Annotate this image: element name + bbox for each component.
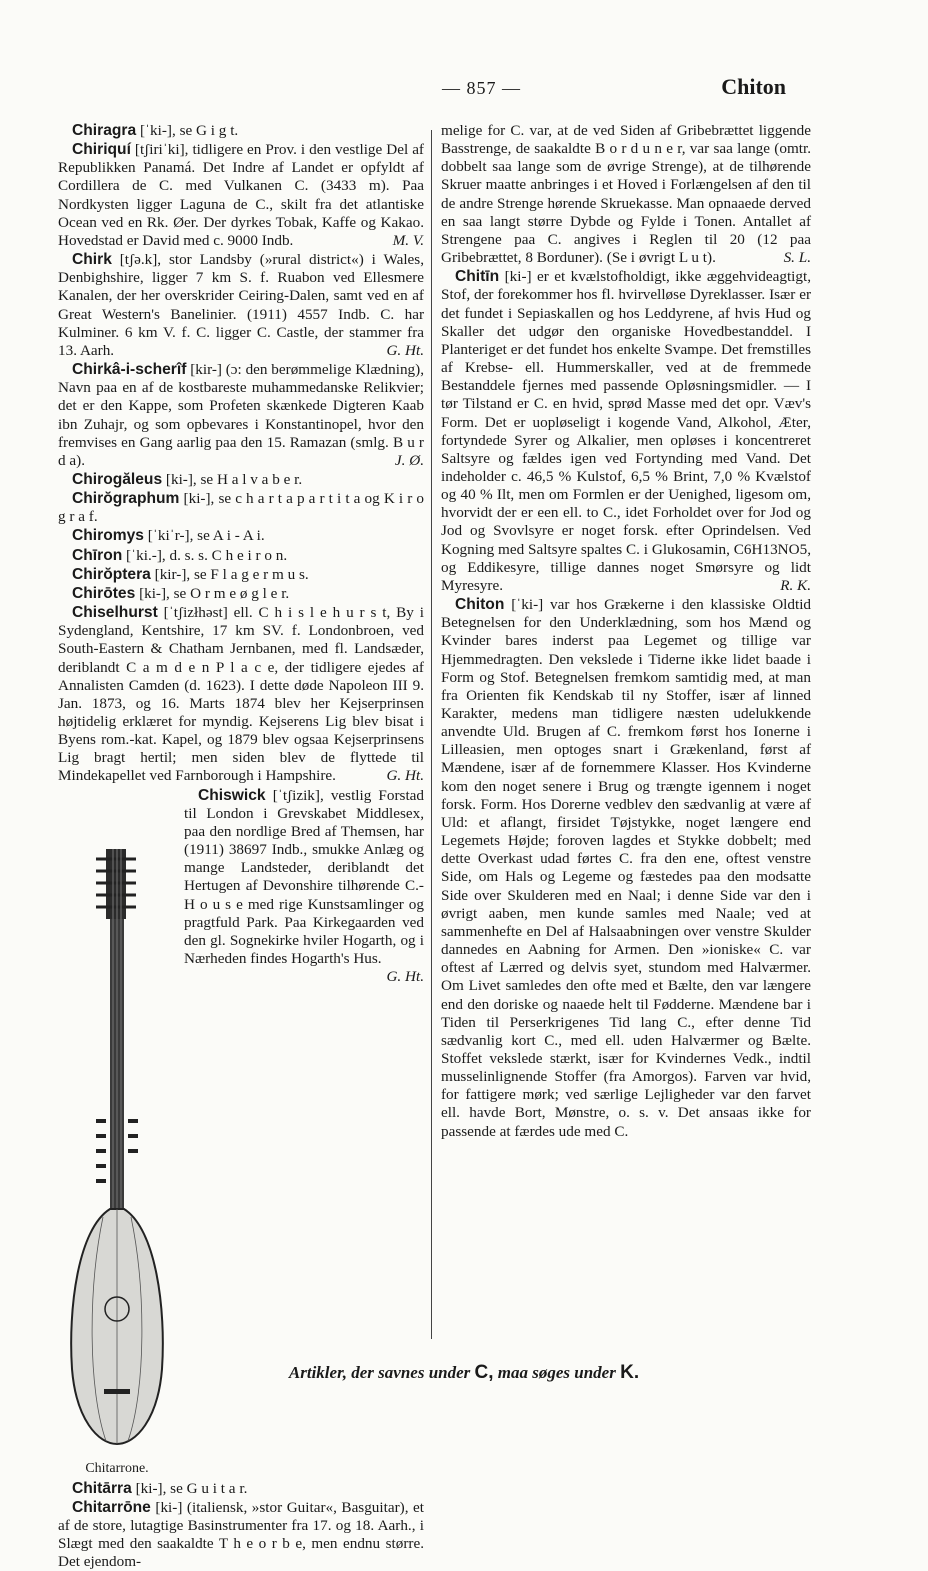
author-signature: S. L. — [783, 249, 811, 267]
entry-headword: Chiriquí — [72, 141, 131, 159]
running-head: Chiton — [721, 74, 786, 99]
right-column — [441, 122, 811, 1343]
entry-text: [kir-] (ɔ: den berømmelige Klædning), Navn paa en af de kostbareste muhammedanske Relikvier; det er den Kappe, som Profeten skænkede Digteren Kaab ibn Zuhajr, og som opbevares i Konstantinopel, hvor den fremvises en Gang aarlig paa den 15. Ramazan (smlg. B u r d a). — [58, 361, 424, 469]
footer-note — [0, 1362, 928, 1384]
page-number: — 857 — — [442, 78, 521, 98]
entry-headword: Chirŏptera — [72, 565, 151, 583]
entry-headword: Chirŏgraphum — [72, 490, 180, 508]
entry-headword: Chirogăleus — [72, 470, 163, 488]
author-signature: J. Ø. — [394, 451, 424, 469]
footer-text-1: Artikler, der savnes under — [288, 1363, 471, 1382]
entry-text: [kir-], se F l a g e r m u s. — [154, 565, 309, 583]
entry — [58, 251, 424, 360]
entry-text: [ˈkiˈr-], se A i - A i. — [147, 527, 265, 545]
entry — [58, 141, 424, 250]
entry-text: [ki-], se c h a r t a p a r t i t a og K i r o g r a f. — [58, 490, 425, 526]
footer-text-2: maa søges under — [497, 1363, 616, 1382]
author-signature: G. Ht. — [386, 767, 424, 785]
entry-headword: Chirk — [72, 251, 112, 269]
entry-headword: Chiselhurst — [72, 604, 158, 622]
entry-headword: Chiton — [455, 596, 505, 614]
entry-text: melige for C. var, at de ved Siden af Gribebrættet liggende Basstrenge, de saakaldte B o r d u n e r, var saa lange (omtr. dobbelt saa lange som de øvrige Strenge), at de tilhørende Skruer maatte anbringes i et Hoved i Forlængelsen af den til de andre Strenge hørende Skruekasse. Man opnaaede derved en saa langt større Dybde og Fylde i Tonen. Antallet af Strengene paa C. angives i Reglen til 20 (12 paa Gribebrættet, 8 Borduner). (Se i øvrigt L u t). — [441, 122, 811, 267]
entry-text: [tʃiriˈki], tidligere en Prov. i den vestlige Del af Republikken Panamá. Det Indre af Landet er opfyldt af Cordillera de C. med Vulkanen C. (3433 m). Paa Nordkysten ligger Laguna de C., skilt fra det atlantiske Ocean ved en Rk. Øer. Der dyrkes Tobak, Kaffe og Kakao. Hovedstad er David med c. 9000 Indb. — [58, 141, 424, 249]
bridge — [104, 1389, 130, 1394]
entry — [58, 604, 424, 786]
entry-text: [tʃə.k], stor Landsby (»rural district«) i Wales, Denbighshire, ligger 7 km S. f. Ruabon ved Ellesmere Kanalen, der her overskrider Ceiring-Dalen, samt ved en af Great Western's Banelinier. (1911) 4557 Indb. C. har Kulminer. 6 km V. f. C. ligger C. Castle, der stammer fra 13. Aarh. — [58, 251, 425, 359]
column-divider — [431, 130, 432, 1339]
entry — [58, 471, 424, 489]
chitarrone-illustration — [58, 789, 176, 1449]
entry-text: [ˈki.-], d. s. s. C h e i r o n. — [126, 546, 288, 564]
author-signature: G. Ht. — [386, 968, 424, 986]
entry-text: [ˈtʃizik], vestlig Forstad til London i Grevskabet Middlesex, paa den nordlige Bred af Themsen, har (1911) 38697 Indb., smukke Anlæg og mange Landsteder, deriblandt det Hertugen af Devonshire tilhørende C.-H o u s e med rige Kunstsamlinger og pragtfuld Park. Paa Kirkegaarden ved den gl. Sognekirke hviler Hogarth, og i Nærheden findes Hogarth's Hus. — [184, 786, 424, 968]
author-signature: M. V. — [392, 231, 424, 249]
entry-headword: Chirōtes — [72, 584, 136, 602]
entry — [58, 527, 424, 545]
entry-headword: Chiragra — [72, 122, 137, 139]
entry-text: [ˈtʃizłhəst] ell. C h i s l e h u r s t, By i Sydengland, Kentshire, 17 km SV. f. Londonbroen, ved South-Eastern & Chatham Jernbanen, med fl. Landsæder, deriblandt C a m d e n P l a c e, der tidligere ejedes af Annalisten Camden (d. 1623). I dette døde Napoleon III 9. Jan. 1873, og 16. Marts 1874 blev her Kejserprinsen højtidelig erklæret for myndig. Kejserens Lig blev bisat i Byens rom.-kat. Kapel, og 1879 blev ogsaa Kejserprinsens Lig bragt hertil; men siden blev de flyttede til Mindekapellet ved Farnborough i Hampshire. — [58, 604, 424, 785]
entry — [441, 122, 811, 267]
entry-text: [ki-] er et kvælstofholdigt, ikke æggehvideagtigt, Stof, der forekommer hos fl. hvirvelløse Dyreklasser. Især er det fundet i Sepiaskallen og hos Leddyrene, af hvis Hud og Skaller det udgør den organiske Hovedbestanddel. I Planteriget er det fundet hos enkelte Svampe. Det fremstilles af Krebse- ell. Hummerskaller, ved at de fremmede Bestanddele fjernes med passende Opløsningsmidler. — I tør Tilstand er C. en hvid, sprød Masse med det opr. Væv's Form. Det er uopløseligt i kogende Vand, Alkohol, Æter, fortyndede Syrer og Alkalier, men opløses i koncentreret Saltsyre og fældes igen ved Fortynding med Vand. Det indeholder c. 46,5 % Kulstof, 6,5 % Brint, 7,0 % Kvælstof og 40 % Ilt, men om Formlen er der Uenighed, ligesom om, hvorvidt der er een ell. to C., idet Forholdet over for Jod og Jod og Svovlsyre er noget forsk. efter Oprindelsen. Ved Kogning med Saltsyre spaltes C. i Glukosamin, C6H13NO5, og Eddikesyre, tillige dannes noget Smørsyre og lidt Myresyre. — [441, 268, 811, 594]
entry — [58, 490, 424, 526]
entry — [58, 1499, 424, 1571]
entry — [58, 585, 424, 603]
entry — [58, 361, 424, 470]
footer-letter-k: K. — [620, 1362, 640, 1383]
entry — [441, 596, 811, 1141]
author-signature: R. K. — [780, 576, 811, 594]
entry-text: [ki-] (italiensk, »stor Guitar«, Basguitar), et af de store, lutagtige Basinstrumenter fra 17. og 18. Aarh., i Slægt med den saakaldte T h e o r b e, men endnu større. Det ejendom- — [58, 1498, 424, 1571]
entry — [441, 268, 811, 595]
author-signature: G. Ht. — [386, 341, 424, 359]
entry-headword: Chiswick — [198, 786, 266, 804]
entry-text: [ki-], se G u i t a r. — [135, 1479, 248, 1497]
entry-headword: Chitarrōne — [72, 1498, 151, 1516]
entry-headword: Chitārra — [72, 1479, 132, 1497]
entry — [58, 1480, 424, 1498]
entry — [58, 547, 424, 565]
figure-caption: Chitarrone. — [85, 1461, 149, 1477]
entry-headword: Chitīn — [455, 268, 500, 286]
entry-text: [ki-], se O r m e ø g l e r. — [139, 584, 290, 602]
page-header — [58, 74, 786, 106]
entry-text: [ˈki-] var hos Grækerne i den klassiske Oldtid Betegnelsen for den Underklædning, som hos Mænd og Kvinder bares inderst paa Legemet og tillige var Hjemmedragten. Den vekslede i Tiderne ikke lidet baade i Form og Stof. Betegnelsen fremkom samtidig med, at man fra Orienten fik Kendskab til ny Stoffer, især af linned Karakter, medens man tidligere næsten udelukkende anvendte Uld. Brugen af C. fremkom først hos Ionerne i Lilleasien, men optoges snart i Grækenland, først af Mændene, især af de fornemmere Klasser. Hos Kvinderne kom den noget senere i Brug og trængte igennem i noget forsk. Form. Hos Dorerne vedblev den sædvanlig at være af Uld: et aflangt, firsidet Tøjstykke, noget længere end Legemets Højde; foroven lagdes et Stykke dobbelt; med dette Overkast udad førtes C. fra den ene, oftest venstre Side, om Hals og Legeme og fæstedes paa den modsatte Side over Skulderen med en Naal; i denne Side var den i øvrigt aaben, men kunde samles med Naale; ved at sammenhefte en Del af Halsaabningen over venstre Skulder dannedes en Aabning for Armen. Den »ioniske« C. var oftest af Lærred og delvis syet, stundom med Halværmer. Om Livet samledes den ofte med et Bælte, den var længere end den doriske og naaede helt til Fødderne. Mændene bar i Tiden til Perserkrigenes Tid lang C., efter denne Tid sædvanlig kort C., med ell. uden Halværmer og Bælte. Stoffet vekslede stærkt, især for Kvindernes Vedk., indtil musselinlignende Stoffer (fra Amorgos). Farven var hvid, for fattigere mørk; ved særlige Lejligheder var den farvet ell. havde Bort, Mønstre, o. s. v. Det ansaas ikke for passende at færdes ude med C. — [441, 596, 812, 1140]
entry — [58, 566, 424, 584]
footer-letter-c: C, — [474, 1362, 494, 1383]
entry — [58, 122, 424, 140]
entry-text: [ˈki-], se G i g t. — [139, 122, 239, 139]
entry-headword: Chīron — [72, 546, 123, 564]
entry-headword: Chiromys — [72, 527, 144, 545]
entry-headword: Chirkâ-i-scherîf — [72, 361, 187, 379]
entry-text: [ki-], se H a l v a b e r. — [165, 470, 303, 488]
